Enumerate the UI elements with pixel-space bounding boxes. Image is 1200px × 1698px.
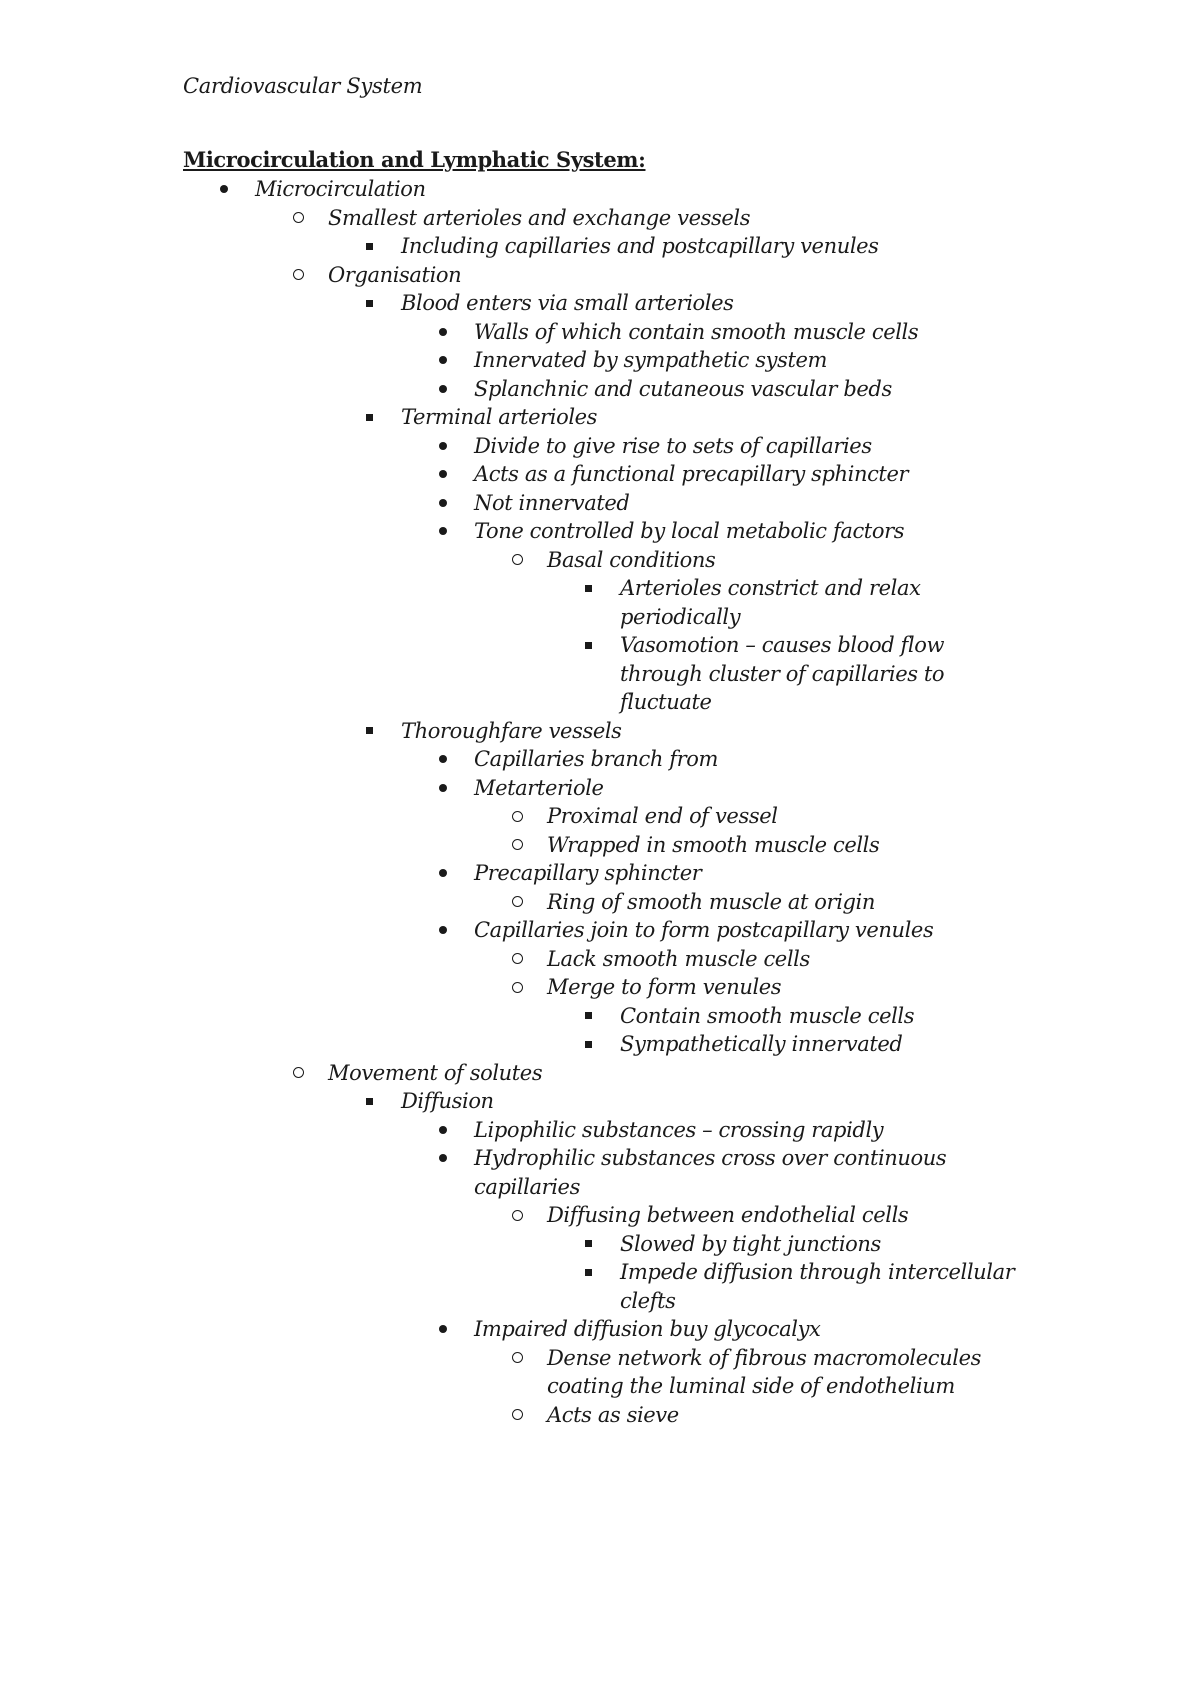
list-item-text: Contain smooth muscle cells xyxy=(620,1003,915,1028)
square-bullet-icon xyxy=(366,1098,373,1105)
list-item xyxy=(401,1087,494,1116)
list-item-text: Arterioles constrict and relax xyxy=(620,576,921,600)
list-item xyxy=(255,175,426,204)
square-bullet-icon xyxy=(585,1240,592,1247)
list-item-text: Acts as a functional precapillary sphincter xyxy=(474,462,909,486)
list-item xyxy=(547,831,879,860)
bullet-icon xyxy=(439,328,447,336)
list-item-text: fluctuate xyxy=(620,690,712,714)
list-item xyxy=(474,460,908,489)
list-item xyxy=(401,717,622,746)
list-item xyxy=(547,1401,679,1430)
list-item-text: periodically xyxy=(620,604,741,629)
bullet-icon xyxy=(439,1126,447,1134)
list-item-text: Movement of solutes xyxy=(328,1060,543,1085)
list-item-text: Walls of which contain smooth muscle cells xyxy=(474,319,919,344)
hollow-circle-icon xyxy=(512,811,523,822)
square-bullet-icon xyxy=(366,300,373,307)
bullet-icon xyxy=(439,755,447,763)
list-item-text: Merge to form venules xyxy=(547,975,782,999)
square-bullet-icon xyxy=(585,642,592,649)
list-item-text: Impaired diffusion buy glycocalyx xyxy=(474,1317,821,1341)
list-item xyxy=(474,916,933,945)
list-item-text: Vasomotion – causes blood flow xyxy=(620,633,945,657)
list-item xyxy=(474,517,904,546)
list-item-text: Organisation xyxy=(328,262,462,287)
list-item xyxy=(474,745,718,774)
square-bullet-icon xyxy=(366,414,373,421)
hollow-circle-icon xyxy=(512,896,523,907)
list-item xyxy=(547,802,778,831)
list-item xyxy=(328,204,750,233)
list-item xyxy=(474,318,918,347)
bullet-icon xyxy=(439,385,447,393)
list-item xyxy=(620,574,921,631)
list-item-text: Diffusion xyxy=(401,1089,494,1113)
list-item-text: Dense network of fibrous macromolecules xyxy=(547,1345,981,1370)
list-item-text: Capillaries branch from xyxy=(474,747,718,771)
list-item-text: Metarteriole xyxy=(474,775,604,800)
square-bullet-icon xyxy=(585,1041,592,1048)
list-item-text: Microcirculation xyxy=(255,177,426,201)
list-item xyxy=(547,945,810,974)
list-item-text: Divide to give rise to sets of capillaries xyxy=(474,433,872,458)
square-bullet-icon xyxy=(366,243,373,250)
square-bullet-icon xyxy=(585,1269,592,1276)
square-bullet-icon xyxy=(366,727,373,734)
list-item-text: through cluster of capillaries to xyxy=(620,661,945,686)
list-item-text: coating the luminal side of endothelium xyxy=(547,1374,955,1398)
bullet-icon xyxy=(439,527,447,535)
bullet-icon xyxy=(439,784,447,792)
square-bullet-icon xyxy=(585,1012,592,1019)
list-item xyxy=(474,489,629,518)
page-header: Cardiovascular System xyxy=(183,74,423,98)
list-item-text: Smallest arterioles and exchange vessels xyxy=(328,205,751,230)
list-item xyxy=(547,1344,981,1401)
list-item xyxy=(620,1258,1014,1315)
bullet-icon xyxy=(439,1325,447,1333)
list-item xyxy=(474,346,827,375)
bullet-icon xyxy=(439,470,447,478)
list-item-text: Acts as sieve xyxy=(547,1402,679,1427)
list-item-text: Tone controlled by local metabolic factors xyxy=(474,519,905,543)
hollow-circle-icon xyxy=(512,839,523,850)
list-item-text: Wrapped in smooth muscle cells xyxy=(547,832,880,857)
list-item xyxy=(620,631,944,717)
hollow-circle-icon xyxy=(512,1352,523,1363)
bullet-icon xyxy=(439,499,447,507)
list-item xyxy=(547,546,715,575)
list-item xyxy=(474,1116,883,1145)
list-item-text: Precapillary sphincter xyxy=(474,861,702,885)
section-heading: Microcirculation and Lymphatic System: xyxy=(183,147,646,172)
list-item-text: Proximal end of vessel xyxy=(547,804,778,828)
bullet-icon xyxy=(439,442,447,450)
list-item xyxy=(474,774,604,803)
hollow-circle-icon xyxy=(293,212,304,223)
list-item xyxy=(328,1059,542,1088)
list-item-text: Slowed by tight junctions xyxy=(620,1231,881,1256)
list-item-text: Sympathetically innervated xyxy=(620,1032,903,1056)
list-item xyxy=(474,1315,820,1344)
list-item xyxy=(401,232,879,261)
bullet-icon xyxy=(220,185,228,193)
list-item-text: Thoroughfare vessels xyxy=(401,718,622,743)
list-item-text: clefts xyxy=(620,1288,676,1313)
list-item-text: Hydrophilic substances cross over continuous xyxy=(474,1146,947,1170)
list-item xyxy=(474,375,892,404)
bullet-icon xyxy=(439,1154,447,1162)
list-item xyxy=(474,859,701,888)
list-item xyxy=(547,973,781,1002)
list-item xyxy=(547,888,875,917)
hollow-circle-icon xyxy=(293,1067,304,1078)
hollow-circle-icon xyxy=(512,953,523,964)
list-item-text: Capillaries join to form postcapillary venules xyxy=(474,918,934,942)
list-item-text: Impede diffusion through intercellular xyxy=(620,1260,1015,1284)
hollow-circle-icon xyxy=(512,554,523,565)
bullet-icon xyxy=(439,869,447,877)
list-item-text: Basal conditions xyxy=(547,547,716,572)
list-item-text: Terminal arterioles xyxy=(401,405,598,429)
hollow-circle-icon xyxy=(293,269,304,280)
list-item xyxy=(401,403,597,432)
list-item xyxy=(328,261,461,290)
list-item-text: capillaries xyxy=(474,1174,580,1199)
list-item xyxy=(474,1144,946,1201)
list-item xyxy=(620,1002,914,1031)
list-item-text: Including capillaries and postcapillary venules xyxy=(401,234,879,258)
hollow-circle-icon xyxy=(512,1210,523,1221)
list-item-text: Blood enters via small arterioles xyxy=(401,291,734,315)
bullet-icon xyxy=(439,926,447,934)
list-item xyxy=(620,1030,902,1059)
list-item xyxy=(620,1230,881,1259)
list-item-text: Ring of smooth muscle at origin xyxy=(547,889,875,914)
list-item xyxy=(547,1201,908,1230)
list-item-text: Lack smooth muscle cells xyxy=(547,946,810,971)
hollow-circle-icon xyxy=(512,1409,523,1420)
list-item-text: Innervated by sympathetic system xyxy=(474,348,828,372)
hollow-circle-icon xyxy=(512,982,523,993)
square-bullet-icon xyxy=(585,585,592,592)
list-item-text: Not innervated xyxy=(474,490,630,515)
list-item xyxy=(401,289,734,318)
list-item xyxy=(474,432,872,461)
list-item-text: Lipophilic substances – crossing rapidly xyxy=(474,1117,884,1142)
list-item-text: Diffusing between endothelial cells xyxy=(547,1203,909,1227)
list-item-text: Splanchnic and cutaneous vascular beds xyxy=(474,376,892,401)
bullet-icon xyxy=(439,356,447,364)
